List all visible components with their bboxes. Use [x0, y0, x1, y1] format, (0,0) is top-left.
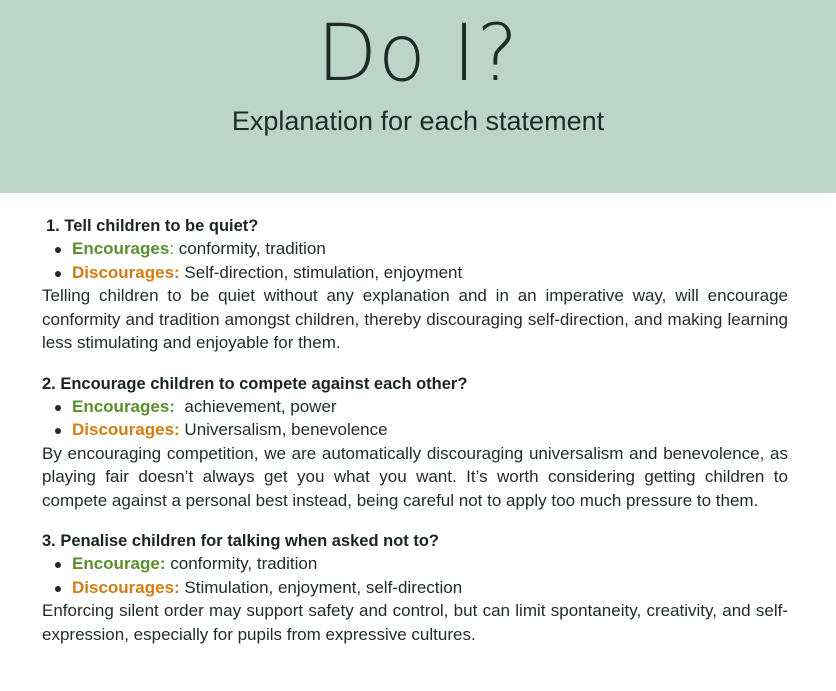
effects-list	[42, 237, 788, 284]
encourages-label: Encourage:	[72, 554, 166, 573]
statement-explanation: By encouraging competition, we are automatically discouraging universalism and benevolence, as playing fair doesn’t always get you what you want. It’s worth considering getting children to compete against a personal best instead, being careful not to apply too much pressure to them.	[42, 443, 788, 510]
statement-question: 2. Encourage children to compete against each other?	[42, 374, 468, 393]
encourages-item	[72, 395, 788, 419]
encourages-item	[72, 552, 788, 576]
encourages-values: achievement, power	[174, 396, 337, 416]
encourages-separator: :	[169, 239, 175, 258]
statement-question: 1. Tell children to be quiet?	[46, 217, 259, 235]
statement-explanation: Enforcing silent order may support safety and control, but can limit spontaneity, creativity, and self-expression, especially for pupils from expressive cultures.	[42, 601, 788, 644]
encourages-label: Encourages	[72, 239, 170, 258]
discourages-item	[72, 576, 788, 600]
statement-section-2	[42, 373, 788, 513]
page-title: Do I?	[317, 9, 519, 99]
discourages-values: Stimulation, enjoyment, self-direction	[179, 577, 463, 597]
encourages-values: conformity, tradition	[174, 239, 326, 258]
discourages-label: Discourages:	[72, 577, 180, 597]
statement-explanation: Telling children to be quiet without any explanation and in an imperative way, will encourage conformity and tradition amongst children, thereby discouraging self-direction, and making learning less stimulating and enjoyable for them.	[42, 286, 788, 352]
encourages-values: conformity, tradition	[165, 554, 318, 573]
encourages-label: Encourages:	[72, 396, 175, 416]
discourages-label: Discourages:	[72, 420, 180, 439]
effects-list	[42, 395, 788, 442]
discourages-values: Universalism, benevolence	[179, 420, 388, 439]
statement-section-3	[42, 530, 788, 646]
discourages-label: Discourages:	[72, 262, 180, 282]
statement-question: 3. Penalise children for talking when asked not to?	[42, 532, 439, 550]
discourages-item	[72, 261, 788, 285]
encourages-item	[72, 237, 788, 261]
header-banner	[0, 0, 836, 193]
discourages-item	[72, 418, 788, 442]
content-area	[0, 215, 836, 646]
discourages-values: Self-direction, stimulation, enjoyment	[179, 262, 463, 282]
effects-list	[42, 552, 788, 599]
page-subtitle: Explanation for each statement	[231, 106, 605, 136]
statement-section-1	[42, 215, 788, 355]
